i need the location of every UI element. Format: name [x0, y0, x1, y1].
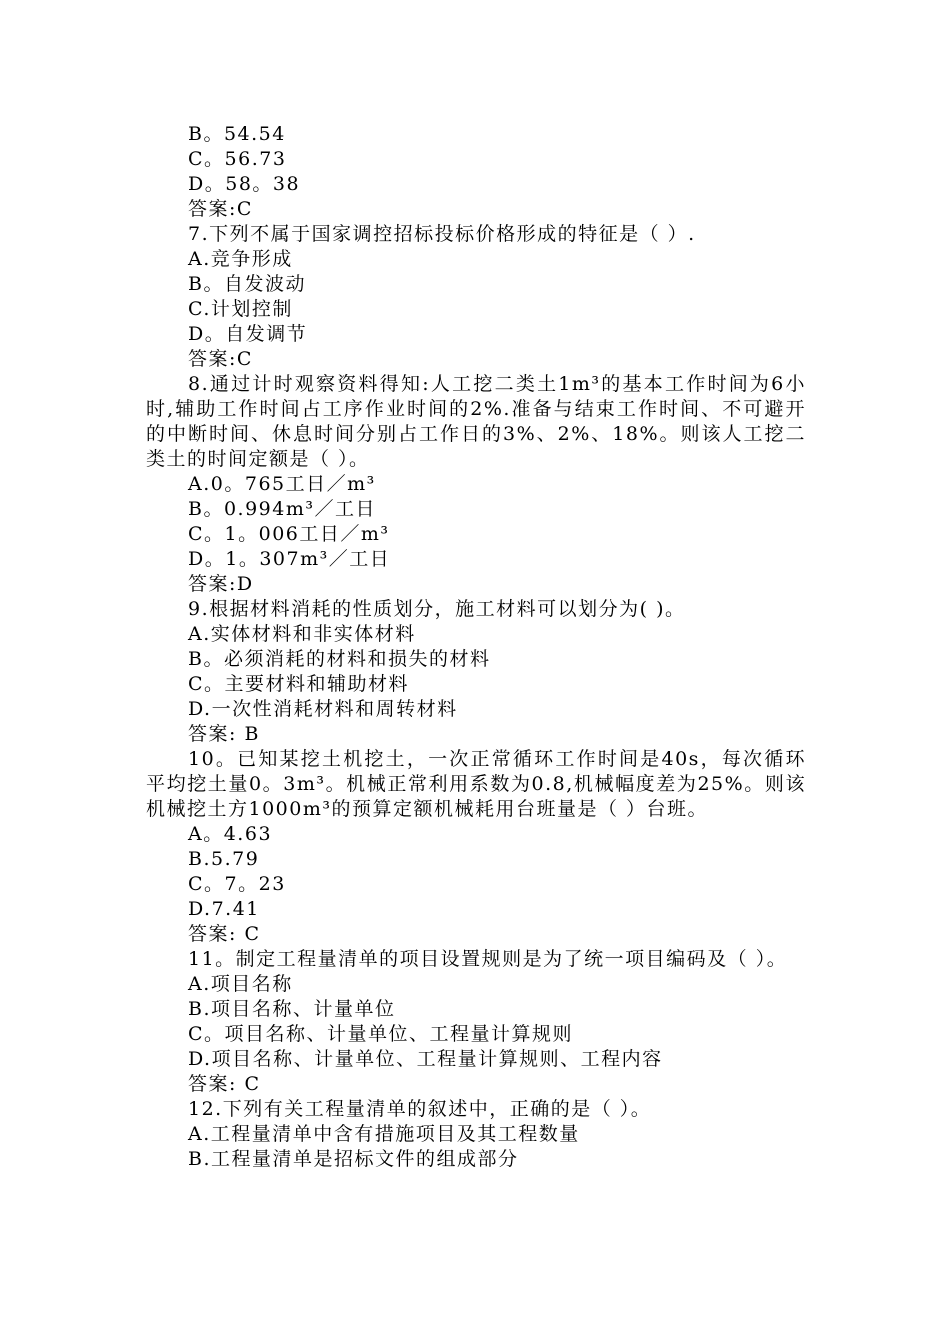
option-line: D。自发调节: [188, 323, 308, 345]
answer-line: 答案:D: [188, 573, 254, 595]
option-line: D.一次性消耗材料和周转材料: [188, 698, 458, 720]
option-line: B。必须消耗的材料和损失的材料: [188, 648, 491, 670]
answer-line: 答案:C: [188, 198, 253, 220]
option-line: C。主要材料和辅助材料: [188, 673, 410, 695]
option-line: A.工程量清单中含有措施项目及其工程数量: [188, 1123, 580, 1145]
option-line: B。54.54: [188, 123, 286, 145]
option-line: B。自发波动: [188, 273, 306, 295]
question-line: 7.下列不属于国家调控招标投标价格形成的特征是（ ）.: [188, 223, 696, 245]
option-line: C。56.73: [188, 148, 287, 170]
answer-line: 答案: B: [188, 723, 260, 745]
option-line: A.竞争形成: [188, 248, 293, 270]
option-line: C。7。23: [188, 873, 286, 895]
option-line: A.0。765工日／m³: [188, 473, 376, 495]
question-line: 9.根据材料消耗的性质划分，施工材料可以划分为( )。: [188, 598, 686, 620]
question-paragraph: 11。制定工程量清单的项目设置规则是为了统一项目编码及（ ）。: [188, 948, 788, 970]
option-line: B。0.994m³／工日: [188, 498, 376, 520]
option-line: A.实体材料和非实体材料: [188, 623, 416, 645]
document-body: [146, 122, 806, 1172]
option-line: D。1。307m³／工日: [188, 548, 391, 570]
option-line: A。4.63: [188, 823, 273, 845]
option-line: D。58。38: [188, 173, 301, 195]
option-line: B.项目名称、计量单位: [188, 998, 396, 1020]
option-line: C。项目名称、计量单位、工程量计算规则: [188, 1023, 574, 1045]
answer-line: 答案: C: [188, 923, 261, 945]
question-paragraph: 10。已知某挖土机挖土，一次正常循环工作时间是40s，每次循环平均挖土量0。3m³。机械正常利用系数为0.8,机械幅度差为25%。则该机械挖土方1000m³的预算定额机械耗用台班量是（ ）台班。: [146, 748, 806, 820]
question-paragraph: 8.通过计时观察资料得知:人工挖二类土1m³的基本工作时间为6小时,辅助工作时间占工序作业时间的2%.准备与结束工作时间、不可避开的中断时间、休息时间分别占工作日的3%、2%、18%。则该人工挖二类土的时间定额是（ ）。: [146, 373, 806, 470]
option-line: B.工程量清单是招标文件的组成部分: [188, 1148, 519, 1170]
option-line: C.计划控制: [188, 298, 293, 320]
option-line: C。1。006工日／m³: [188, 523, 390, 545]
question-line: 12.下列有关工程量清单的叙述中，正确的是（ ）。: [188, 1098, 652, 1120]
option-line: D.7.41: [188, 898, 260, 920]
option-line: D.项目名称、计量单位、工程量计算规则、工程内容: [188, 1048, 663, 1070]
answer-line: 答案: C: [188, 1073, 261, 1095]
answer-line: 答案:C: [188, 348, 253, 370]
option-line: B.5.79: [188, 848, 260, 870]
option-line: A.项目名称: [188, 973, 293, 995]
